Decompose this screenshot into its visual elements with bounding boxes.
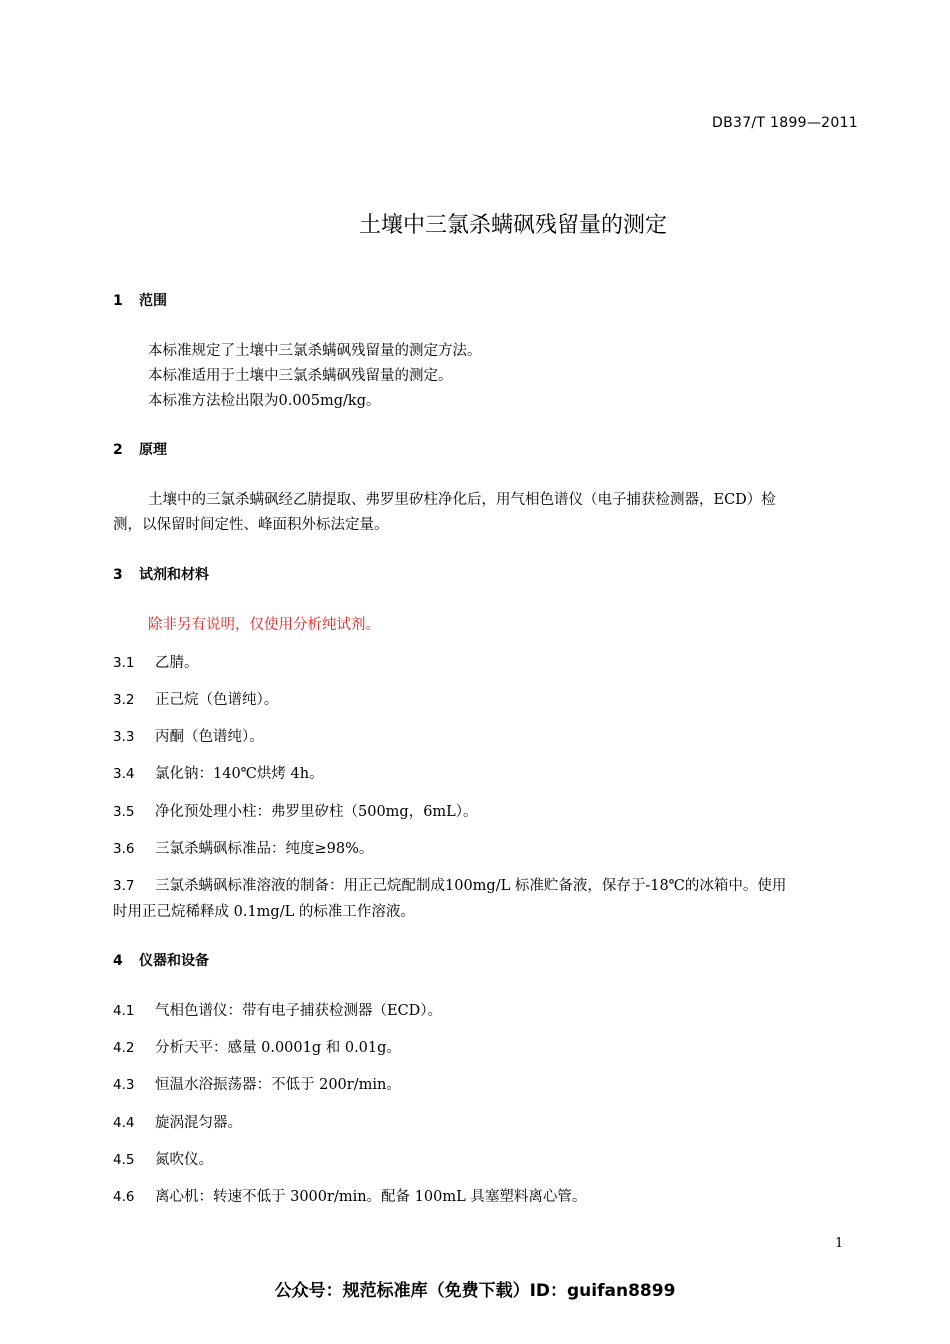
item-number: 3.7	[113, 878, 135, 894]
item-number: 3.5	[113, 804, 135, 820]
item-text: 旋涡混匀器。	[155, 1115, 242, 1131]
list-item	[113, 1036, 401, 1057]
list-item	[113, 725, 264, 746]
item-number: 4.6	[113, 1189, 135, 1205]
page-title: 土壤中三氯杀螨砜残留量的测定	[358, 213, 667, 238]
item-text: 氮吹仪。	[155, 1152, 213, 1168]
principle-paragraph-line: 测，以保留时间定性、峰面积外标法定量。	[113, 517, 389, 533]
scope-paragraph: 本标准方法检出限为0.005mg/kg。	[148, 393, 381, 409]
list-item	[113, 1111, 242, 1132]
principle-paragraph-line: 土壤中的三氯杀螨砜经乙腈提取、弗罗里矽柱净化后，用气相色谱仪（电子捕获检测器，ECD）检	[148, 492, 776, 508]
section-heading-principle	[113, 439, 167, 459]
item-number: 4.4	[113, 1115, 135, 1131]
item-text: 分析天平：感量 0.0001g 和 0.01g。	[155, 1040, 401, 1056]
section-title: 试剂和材料	[139, 567, 209, 583]
list-item	[113, 1185, 586, 1206]
scope-paragraph: 本标准规定了土壤中三氯杀螨砜残留量的测定方法。	[148, 343, 482, 359]
item-text: 气相色谱仪：带有电子捕获检测器（ECD）。	[155, 1003, 443, 1019]
section-number: 3	[113, 567, 123, 583]
page-number: 1	[835, 1236, 844, 1251]
list-item	[113, 837, 373, 858]
item-number: 3.4	[113, 766, 135, 782]
section-title: 范围	[139, 293, 167, 309]
item-text: 净化预处理小柱：弗罗里矽柱（500mg，6mL）。	[155, 804, 478, 820]
item-number: 4.1	[113, 1003, 135, 1019]
list-item	[113, 762, 324, 783]
item-text: 正己烷（色谱纯）。	[155, 692, 279, 708]
list-item	[113, 999, 442, 1020]
item-text: 恒温水浴振荡器：不低于 200r/min。	[155, 1077, 401, 1093]
item-text: 乙腈。	[155, 655, 199, 671]
section-heading-reagents	[113, 564, 209, 584]
section-title: 原理	[139, 442, 167, 458]
item-text: 氯化钠：140℃烘烤 4h。	[155, 766, 324, 782]
reagent-note: 除非另有说明，仅使用分析纯试剂。	[148, 617, 380, 633]
item-text: 离心机：转速不低于 3000r/min。配备 100mL 具塞塑料离心管。	[155, 1189, 587, 1205]
item-number: 4.2	[113, 1040, 135, 1056]
item-text: 丙酮（色谱纯）。	[155, 729, 264, 745]
section-heading-apparatus	[113, 950, 209, 970]
scope-paragraph: 本标准适用于土壤中三氯杀螨砜残留量的测定。	[148, 368, 453, 384]
section-title: 仪器和设备	[139, 953, 209, 969]
list-item	[113, 651, 199, 672]
section-heading-scope	[113, 290, 167, 310]
item-number: 4.3	[113, 1077, 135, 1093]
footer-watermark-text: 公众号：规范标准库（免费下载）ID：guifan8899	[274, 1281, 676, 1301]
item-text: 三氯杀螨砜标准品：纯度≥98%。	[155, 841, 374, 857]
item-text: 三氯杀螨砜标准溶液的制备：用正己烷配制成100mg/L 标准贮备液，保存于-18℃的冰箱中。使用	[155, 878, 787, 894]
item-number: 3.1	[113, 655, 135, 671]
list-item-continuation: 时用正己烷稀释成 0.1mg/L 的标准工作溶液。	[113, 904, 415, 920]
document-id: DB37/T 1899—2011	[712, 115, 858, 131]
list-item	[113, 688, 278, 709]
item-number: 3.6	[113, 841, 135, 857]
list-item	[113, 1073, 401, 1094]
list-item	[113, 800, 478, 821]
list-item	[113, 1148, 213, 1169]
list-item	[113, 874, 786, 895]
item-number: 3.2	[113, 692, 135, 708]
item-number: 4.5	[113, 1152, 135, 1168]
section-number: 4	[113, 953, 123, 969]
section-number: 1	[113, 293, 123, 309]
item-number: 3.3	[113, 729, 135, 745]
section-number: 2	[113, 442, 123, 458]
